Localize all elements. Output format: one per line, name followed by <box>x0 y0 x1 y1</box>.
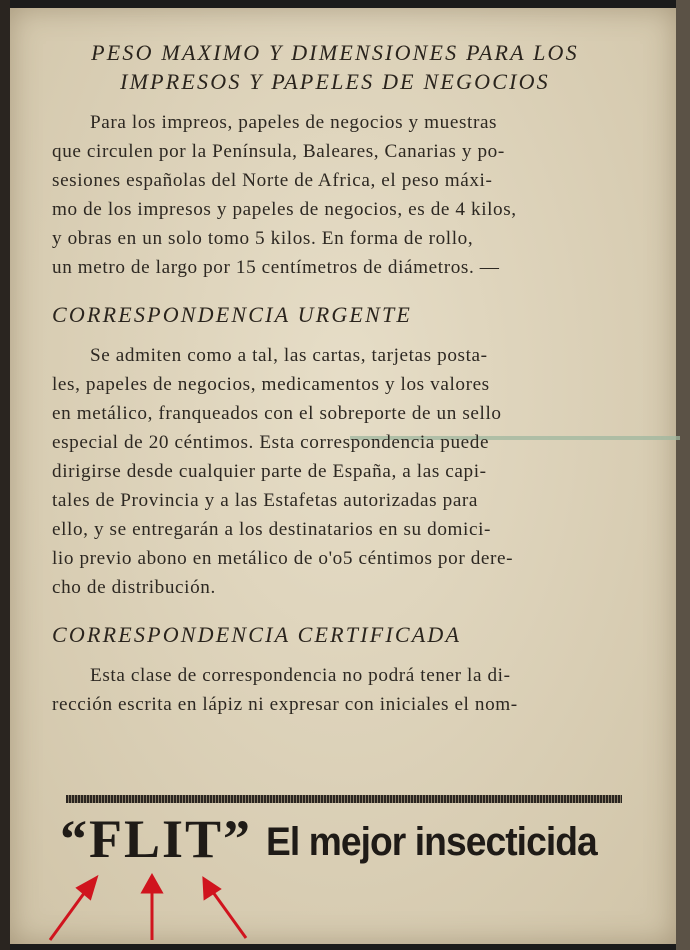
text-line: un metro de largo por 15 centímetros de diámetros. — <box>52 257 500 278</box>
paragraph-certificada <box>52 661 618 719</box>
text-line: en metálico, franqueados con el sobreporte de un sello <box>52 403 502 424</box>
text-line: cho de distribución. <box>52 577 216 598</box>
paragraph-urgente <box>52 341 618 602</box>
text-line: mo de los impresos y papeles de negocios, es de 4 kilos, <box>52 199 517 220</box>
text-line: y obras en un solo tomo 5 kilos. En forma de rollo, <box>52 228 474 249</box>
text-line: rección escrita en lápiz ni expresar con iniciales el nom- <box>52 694 518 715</box>
text-line: dirigirse desde cualquier parte de España, a las capi- <box>52 461 487 482</box>
section-heading-peso-1: PESO MAXIMO Y DIMENSIONES PARA LOS <box>91 40 579 65</box>
text-line: les, papeles de negocios, medicamentos y los valores <box>52 374 490 395</box>
page-content <box>52 38 618 719</box>
text-line: especial de 20 céntimos. Esta correspondencia puede <box>52 432 490 453</box>
section-heading-urgente: CORRESPONDENCIA URGENTE <box>52 302 413 327</box>
section-heading-peso-2: IMPRESOS Y PAPELES DE NEGOCIOS <box>120 69 550 94</box>
text-line: tales de Provincia y a las Estafetas autorizadas para <box>52 490 479 511</box>
paragraph-peso <box>52 108 618 282</box>
ad-brand: “FLIT” <box>60 809 253 869</box>
decorative-rule <box>66 795 622 803</box>
ad-slogan: El mejor insecticida <box>266 820 597 864</box>
text-line: ello, y se entregarán a los destinatarios en su domici- <box>52 519 492 540</box>
text-line: Se admiten como a tal, las cartas, tarjetas posta- <box>90 345 488 366</box>
text-line: Esta clase de correspondencia no podrá tener la di- <box>90 665 511 686</box>
text-line: sesiones españolas del Norte de Africa, el peso máxi- <box>52 170 493 191</box>
section-heading-certificada: CORRESPONDENCIA CERTIFICADA <box>52 622 462 647</box>
advertisement <box>60 808 630 878</box>
book-spine <box>676 0 690 950</box>
text-line: Para los impreos, papeles de negocios y muestras <box>90 112 498 133</box>
page-left-edge <box>0 0 10 950</box>
text-line: que circulen por la Península, Baleares, Canarias y po- <box>52 141 505 162</box>
text-line: lio previo abono en metálico de o'o5 céntimos por dere- <box>52 548 514 569</box>
